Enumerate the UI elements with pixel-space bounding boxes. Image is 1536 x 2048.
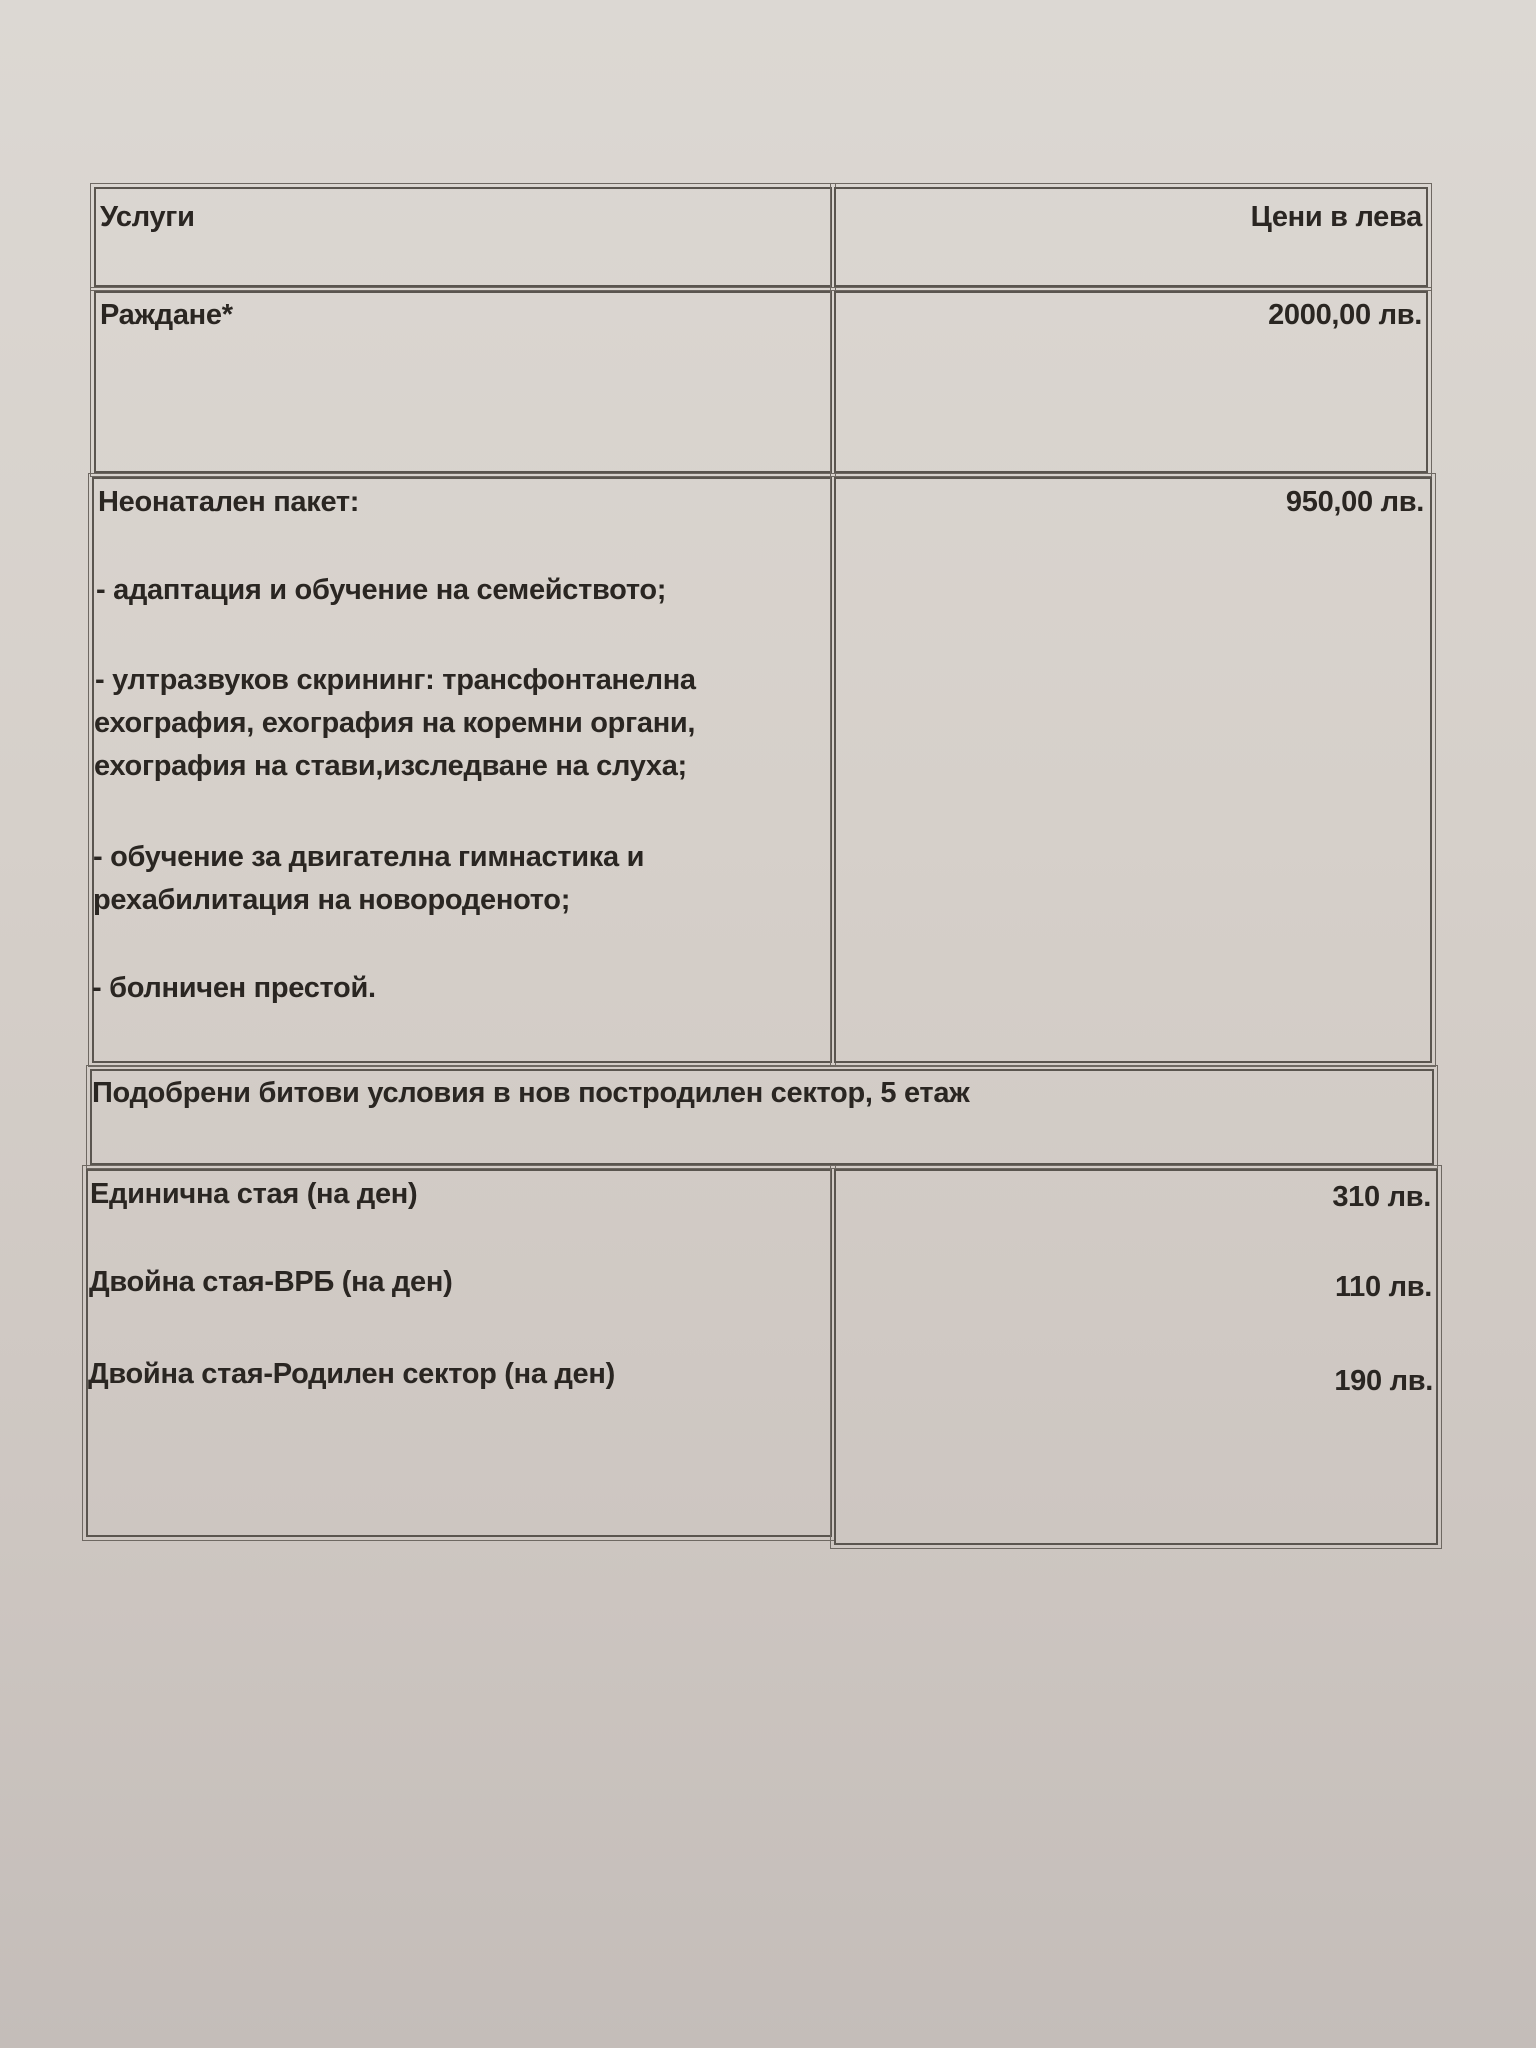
header-service: Услуги [100,201,195,233]
neonatal-item: - болничен престой. [92,972,376,1004]
room-name: Двойна стая-Родилен сектор (на ден) [88,1358,615,1390]
section-title: Подобрени битови условия в нов постродилен сектор, 5 етаж [92,1077,970,1109]
room-price: 310 лв. [1332,1181,1431,1213]
neonatal-item: ехография на стави,изследване на слуха; [94,750,687,782]
room-name: Единична стая (на ден) [90,1178,418,1210]
room-price: 190 лв. [1334,1365,1433,1397]
neonatal-item: - адаптация и обучение на семейството; [96,574,667,606]
neonatal-price-cell [834,477,1432,1063]
neonatal-title: Неонатален пакет: [98,486,360,518]
neonatal-item: - обучение за двигателна гимнастика и [93,841,645,873]
header-price: Цени в лева [1250,201,1422,233]
neonatal-item: ехография, ехография на коремни органи, [94,707,696,739]
neonatal-item: - ултразвуков скрининг: трансфонтанелна [95,664,696,696]
room-name: Двойна стая-ВРБ (на ден) [89,1266,453,1298]
room-price: 110 лв. [1334,1271,1432,1303]
birth-service: Раждане* [100,299,233,331]
neonatal-item: рехабилитация на новороденото; [93,884,571,916]
birth-price: 2000,00 лв. [1268,299,1422,331]
neonatal-price: 950,00 лв. [1285,486,1424,518]
header-service-cell [94,187,832,287]
rooms-price-cell [834,1169,1438,1545]
